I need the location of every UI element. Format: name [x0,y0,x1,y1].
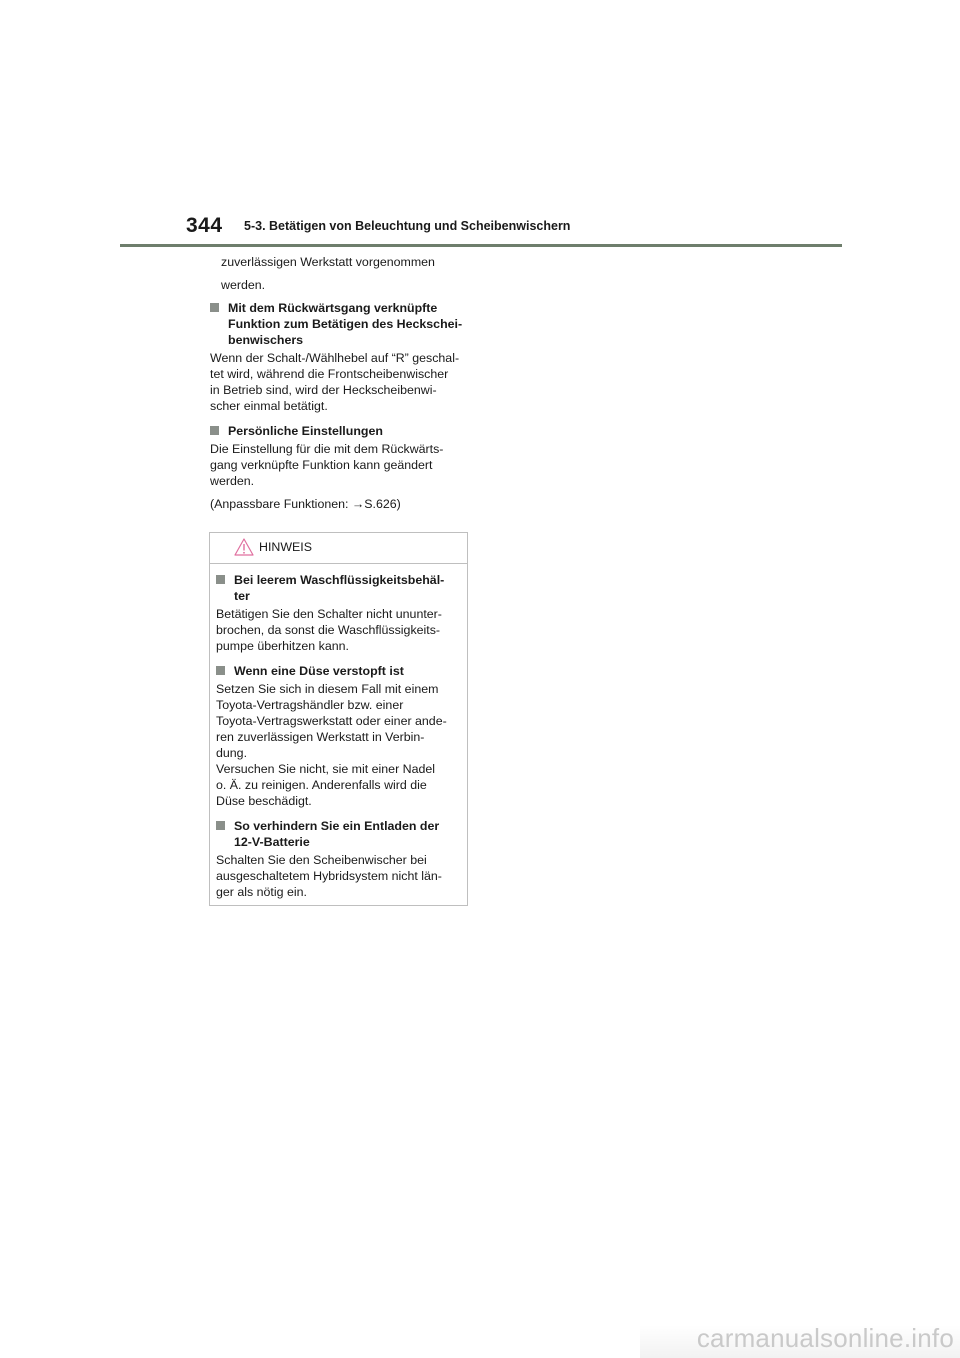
square-bullet-icon [210,426,219,435]
section-heading: Persönliche Einstellungen [210,423,472,439]
notice-heading: Wenn eine Düse verstopft ist [216,663,461,679]
section-rear-wiper [210,300,472,414]
notice-title: HINWEIS [259,540,313,554]
square-bullet-icon [210,303,219,312]
section-personal-settings [210,423,472,512]
notice-heading: So verhindern Sie ein Entladen der 12-V-Batterie [216,818,461,850]
chapter-title: 5-3. Betätigen von Beleuchtung und Scheibenwischern [244,219,571,233]
watermark-band [640,1325,960,1358]
section-body: Die Einstellung für die mit dem Rückwärts- gang verknüpfte Funktion kann geändert werden. [210,442,444,488]
continuation-line: werden. [221,278,266,292]
square-bullet-icon [216,821,225,830]
notice-text: Betätigen Sie den Schalter nicht ununter- brochen, da sonst die Waschflüssigkeits- pumpe überhitzen kann. [216,607,442,653]
cross-reference[interactable]: (Anpassbare Funktionen: →S.626) [210,497,401,511]
section-heading: Mit dem Rückwärtsgang verknüpfte Funktion zum Betätigen des Heckschei- benwischers [210,300,472,348]
page-number: 344 [186,214,223,237]
header-rule [120,244,842,247]
warning-triangle-icon [234,538,254,556]
continuation-line: zuverlässigen Werkstatt vorgenommen [221,255,435,269]
watermark-text[interactable]: carmanualsonline.info [696,1323,954,1353]
notice-text: Schalten Sie den Scheibenwischer bei ausgeschaltetem Hybridsystem nicht län- ger als nötig ein. [216,853,442,899]
notice-body [210,564,467,900]
square-bullet-icon [216,575,225,584]
square-bullet-icon [216,666,225,675]
notice-text: Setzen Sie sich in diesem Fall mit einem Toyota-Vertragshändler bzw. einer Toyota-Vertragswerkstatt oder einer ande- ren zuverlässigen Werkstatt in Verbin- dung. Versuchen Sie nicht, sie mit einer Nadel o. Ä. zu reinigen. Anderenfalls wird die Düse beschädigt. [216,682,447,808]
notice-header [210,533,467,564]
notice-heading: Bei leerem Waschflüssigkeitsbehäl- ter [216,572,461,604]
notice-box [209,532,468,906]
section-body: Wenn der Schalt-/Wählhebel auf “R” geschal- tet wird, während die Frontscheibenwischer in Betrieb sind, wird der Heckscheibenwi- scher einmal betätigt. [210,351,460,413]
main-column [210,254,472,512]
